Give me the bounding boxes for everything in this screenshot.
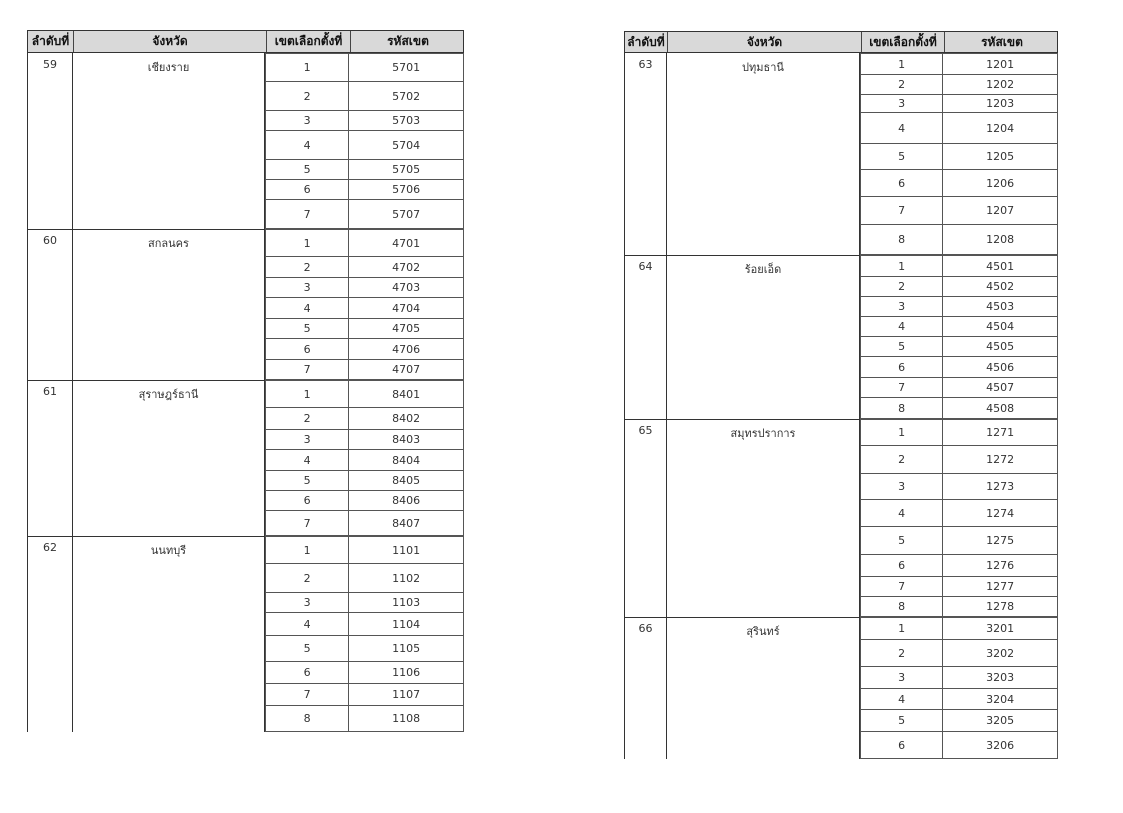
code-cell: 3203 xyxy=(986,671,1015,684)
table-row xyxy=(860,398,1058,419)
district-cell: 1 xyxy=(266,537,349,563)
code-cell: 4501 xyxy=(986,259,1015,273)
code-cell: 8406 xyxy=(392,494,421,507)
district-cell: 7 xyxy=(861,197,943,224)
district-cell: 5 xyxy=(861,710,943,731)
table-row xyxy=(860,640,1058,667)
code-cell: 4707 xyxy=(392,363,421,376)
code-cell: 1273 xyxy=(986,480,1015,493)
code-cell: 1277 xyxy=(986,580,1015,593)
order-cell: 63 xyxy=(624,53,666,255)
table-row xyxy=(860,689,1058,710)
header-order: ลำดับที่ xyxy=(627,34,665,49)
district-cell: 4 xyxy=(861,113,943,143)
table-row xyxy=(860,732,1058,759)
district-cell: 6 xyxy=(861,555,943,576)
code-cell: 4706 xyxy=(392,342,421,356)
header-province: จังหวัด xyxy=(73,31,266,52)
code-cell: 8404 xyxy=(392,453,421,467)
district-cell: 2 xyxy=(266,257,349,277)
table-row xyxy=(265,111,464,131)
table-row xyxy=(860,95,1058,113)
table-row xyxy=(860,357,1058,378)
code-cell: 1205 xyxy=(986,150,1015,163)
table-row xyxy=(860,297,1058,317)
district-cell: 6 xyxy=(266,339,349,359)
district-cell: 8 xyxy=(861,398,943,418)
province-group xyxy=(624,53,860,255)
header-code: รหัสเขต xyxy=(944,32,1059,52)
province-group xyxy=(27,53,265,229)
table-row xyxy=(860,75,1058,95)
table-row xyxy=(860,597,1058,617)
district-cell: 2 xyxy=(266,408,349,429)
district-cell: 2 xyxy=(861,446,943,473)
code-cell: 1104 xyxy=(392,617,421,631)
code-cell: 4508 xyxy=(986,401,1015,415)
district-cell: 4 xyxy=(266,131,349,159)
table-row xyxy=(265,131,464,160)
district-cell: 2 xyxy=(861,75,943,94)
table-row xyxy=(860,113,1058,144)
province-cell: นนทบุรี xyxy=(72,536,265,732)
left-page xyxy=(0,0,560,813)
province-cell: สกลนคร xyxy=(72,229,265,380)
table-row xyxy=(860,527,1058,555)
code-cell: 5701 xyxy=(392,61,421,74)
code-cell: 1102 xyxy=(392,571,421,585)
district-cell: 2 xyxy=(861,640,943,666)
code-cell: 1101 xyxy=(392,543,421,557)
table-row xyxy=(265,298,464,319)
code-cell: 5704 xyxy=(392,138,421,152)
code-cell: 1272 xyxy=(986,453,1015,466)
table-row xyxy=(265,53,464,82)
code-cell: 4506 xyxy=(986,360,1015,374)
district-cell: 4 xyxy=(861,500,943,526)
code-cell: 8402 xyxy=(392,412,421,425)
code-cell: 1275 xyxy=(986,534,1015,547)
table-row xyxy=(265,491,464,511)
table-row xyxy=(860,378,1058,398)
code-cell: 4701 xyxy=(392,236,421,250)
code-cell: 5705 xyxy=(392,163,421,176)
table-row xyxy=(860,337,1058,357)
table-row xyxy=(860,225,1058,255)
table-row xyxy=(265,160,464,180)
right-table-header xyxy=(624,31,1058,53)
district-cell: 2 xyxy=(266,564,349,592)
district-cell: 5 xyxy=(861,144,943,169)
table-row xyxy=(265,319,464,339)
district-cell: 7 xyxy=(266,511,349,535)
district-cell: 4 xyxy=(861,317,943,336)
table-row xyxy=(265,229,464,257)
table-row xyxy=(265,200,464,229)
table-row xyxy=(265,257,464,278)
code-cell: 1203 xyxy=(986,97,1015,110)
table-row xyxy=(265,82,464,111)
table-row xyxy=(265,408,464,430)
district-cell: 3 xyxy=(861,474,943,499)
province-cell: สุรินทร์ xyxy=(666,617,860,759)
code-cell: 1278 xyxy=(986,600,1015,613)
table-row xyxy=(860,144,1058,170)
province-group xyxy=(624,617,860,759)
district-cell: 1 xyxy=(266,54,349,81)
table-row xyxy=(860,419,1058,446)
district-cell: 5 xyxy=(861,337,943,356)
code-cell: 3202 xyxy=(986,646,1015,660)
code-cell: 1106 xyxy=(392,666,421,679)
district-cell: 6 xyxy=(861,170,943,196)
district-cell: 3 xyxy=(861,667,943,688)
code-cell: 4705 xyxy=(392,322,421,335)
code-cell: 1274 xyxy=(986,506,1015,520)
province-group xyxy=(27,380,265,536)
district-cell: 3 xyxy=(861,95,943,112)
order-cell: 64 xyxy=(624,255,666,419)
province-group xyxy=(624,419,860,617)
code-cell: 5703 xyxy=(392,114,421,127)
code-cell: 1276 xyxy=(986,559,1015,572)
code-cell: 3201 xyxy=(986,622,1015,635)
table-row xyxy=(860,617,1058,640)
code-cell: 5706 xyxy=(392,183,421,196)
table-row xyxy=(860,474,1058,500)
code-cell: 4507 xyxy=(986,381,1015,394)
district-cell: 2 xyxy=(266,82,349,110)
header-code: รหัสเขต xyxy=(350,31,465,52)
table-row xyxy=(860,53,1058,75)
table-row xyxy=(265,180,464,200)
code-cell: 8405 xyxy=(392,474,421,487)
code-cell: 4505 xyxy=(986,340,1015,353)
district-cell: 8 xyxy=(266,706,349,731)
table-row xyxy=(860,317,1058,337)
table-row xyxy=(860,170,1058,197)
code-cell: 1202 xyxy=(986,78,1015,91)
code-cell: 3205 xyxy=(986,714,1015,727)
province-cell: สมุทรปราการ xyxy=(666,419,860,617)
code-cell: 1206 xyxy=(986,176,1015,190)
order-cell: 60 xyxy=(27,229,72,380)
district-cell: 5 xyxy=(266,160,349,179)
district-cell: 3 xyxy=(861,297,943,316)
table-row xyxy=(860,277,1058,297)
right-page xyxy=(560,0,1123,813)
table-row xyxy=(265,450,464,471)
table-row xyxy=(265,593,464,613)
district-cell: 1 xyxy=(861,618,943,639)
code-cell: 4502 xyxy=(986,280,1015,293)
province-group xyxy=(27,229,265,380)
district-cell: 4 xyxy=(266,450,349,470)
district-cell: 3 xyxy=(266,278,349,297)
district-cell: 1 xyxy=(861,256,943,276)
code-cell: 1271 xyxy=(986,426,1015,439)
code-cell: 1208 xyxy=(986,233,1015,246)
table-row xyxy=(265,430,464,450)
district-cell: 4 xyxy=(266,613,349,635)
table-row xyxy=(860,555,1058,577)
table-row xyxy=(860,197,1058,225)
table-row xyxy=(265,662,464,684)
district-cell: 5 xyxy=(266,636,349,661)
code-cell: 5707 xyxy=(392,207,421,221)
district-cell: 3 xyxy=(266,593,349,612)
province-group xyxy=(624,255,860,419)
table-row xyxy=(265,511,464,536)
district-cell: 6 xyxy=(861,357,943,377)
code-cell: 8403 xyxy=(392,433,421,446)
district-cell: 4 xyxy=(266,298,349,318)
province-group xyxy=(27,536,265,732)
district-cell: 6 xyxy=(266,491,349,510)
code-cell: 5702 xyxy=(392,89,421,103)
district-cell: 7 xyxy=(266,684,349,705)
code-cell: 1204 xyxy=(986,121,1015,135)
table-row xyxy=(860,446,1058,474)
code-cell: 1103 xyxy=(392,596,421,609)
header-province: จังหวัด xyxy=(667,32,861,52)
district-cell: 5 xyxy=(266,471,349,490)
district-cell: 1 xyxy=(266,230,349,256)
table-row xyxy=(265,613,464,636)
code-cell: 1105 xyxy=(392,642,421,655)
table-row xyxy=(860,577,1058,597)
code-cell: 1107 xyxy=(392,688,421,701)
order-cell: 62 xyxy=(27,536,72,732)
district-cell: 7 xyxy=(861,378,943,397)
district-cell: 2 xyxy=(861,277,943,296)
code-cell: 1201 xyxy=(986,57,1015,71)
district-cell: 8 xyxy=(861,597,943,616)
district-cell: 1 xyxy=(861,54,943,74)
code-cell: 4702 xyxy=(392,260,421,274)
table-row xyxy=(265,564,464,593)
table-row xyxy=(265,339,464,360)
district-cell: 1 xyxy=(266,381,349,407)
order-cell: 66 xyxy=(624,617,666,759)
table-row xyxy=(265,636,464,662)
code-cell: 4703 xyxy=(392,281,421,294)
code-cell: 3206 xyxy=(986,738,1015,752)
table-row xyxy=(265,278,464,298)
province-cell: เชียงราย xyxy=(72,53,265,229)
code-cell: 4504 xyxy=(986,320,1015,333)
table-row xyxy=(860,667,1058,689)
left-table-header xyxy=(27,30,464,53)
district-cell: 6 xyxy=(266,662,349,683)
order-cell: 65 xyxy=(624,419,666,617)
table-row xyxy=(860,710,1058,732)
province-cell: ปทุมธานี xyxy=(666,53,860,255)
order-cell: 59 xyxy=(27,53,72,229)
code-cell: 8407 xyxy=(392,516,421,530)
district-cell: 3 xyxy=(266,111,349,130)
province-cell: สุราษฎร์ธานี xyxy=(72,380,265,536)
header-order: ลำดับที่ xyxy=(31,34,70,48)
district-cell: 3 xyxy=(266,430,349,449)
code-cell: 1207 xyxy=(986,204,1015,217)
district-cell: 5 xyxy=(861,527,943,554)
code-cell: 4704 xyxy=(392,301,421,315)
district-cell: 6 xyxy=(266,180,349,199)
table-row xyxy=(265,380,464,408)
district-cell: 7 xyxy=(266,200,349,228)
code-cell: 3204 xyxy=(986,692,1015,706)
district-cell: 1 xyxy=(861,420,943,445)
code-cell: 1108 xyxy=(392,712,421,725)
province-cell: ร้อยเอ็ด xyxy=(666,255,860,419)
district-cell: 5 xyxy=(266,319,349,338)
order-cell: 61 xyxy=(27,380,72,536)
code-cell: 8401 xyxy=(392,387,421,401)
table-row xyxy=(265,471,464,491)
district-cell: 7 xyxy=(266,360,349,379)
district-cell: 8 xyxy=(861,225,943,254)
table-row xyxy=(860,500,1058,527)
table-row xyxy=(265,536,464,564)
header-district: เขตเลือกตั้งที่ xyxy=(266,31,350,52)
table-row xyxy=(265,360,464,380)
table-row xyxy=(265,684,464,706)
district-cell: 7 xyxy=(861,577,943,596)
table-row xyxy=(265,706,464,732)
header-district: เขตเลือกตั้งที่ xyxy=(861,32,944,52)
district-cell: 4 xyxy=(861,689,943,709)
code-cell: 4503 xyxy=(986,300,1015,313)
table-row xyxy=(860,255,1058,277)
district-cell: 6 xyxy=(861,732,943,758)
